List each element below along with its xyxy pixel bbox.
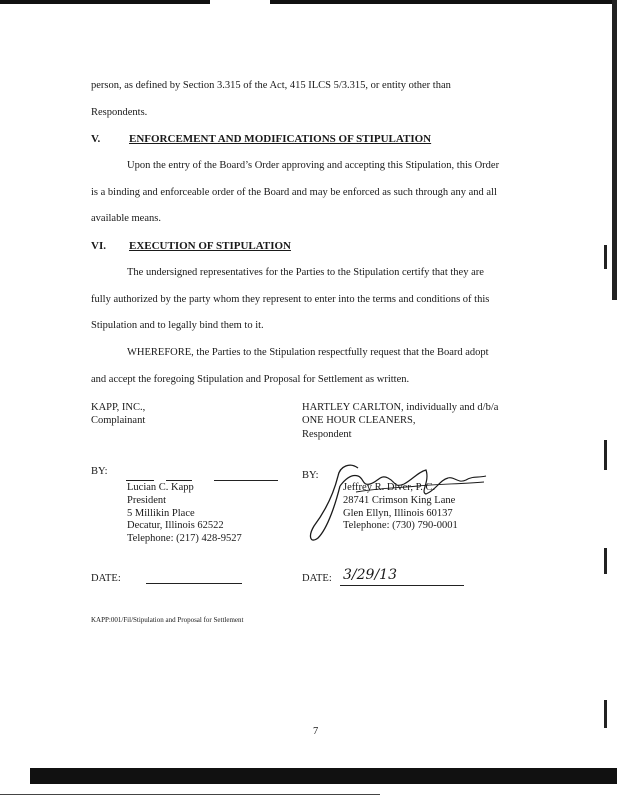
complainant-role: Complainant — [91, 415, 146, 426]
complainant-address-line: 5 Millikin Place — [127, 508, 195, 519]
file-reference: KAPP:001/Fil/Stipulation and Proposal for Settlement — [91, 616, 244, 624]
section-title: ENFORCEMENT AND MODIFICATIONS OF STIPULATION — [129, 133, 432, 145]
paragraph-line: and accept the foregoing Stipulation and Proposal for Settlement as written. — [91, 374, 410, 385]
paragraph-line: Respondents. — [91, 107, 148, 118]
respondent-address-line: Glen Ellyn, Illinois 60137 — [343, 508, 453, 519]
respondent-name: ONE HOUR CLEANERS, — [302, 415, 416, 426]
paragraph-line: Stipulation and to legally bind them to it. — [91, 320, 264, 331]
scan-mark — [604, 548, 607, 574]
scan-border-bottom — [30, 768, 617, 784]
paragraph-line: available means. — [91, 213, 161, 224]
signature-line — [214, 480, 278, 481]
respondent-signer-name: Jeffrey R. Diver, P. C. — [343, 482, 436, 493]
scan-border-right — [612, 0, 617, 300]
date-line — [340, 585, 464, 586]
section-number: VI. — [91, 240, 106, 252]
section-v-heading — [91, 133, 431, 145]
page-number: 7 — [313, 726, 319, 737]
paragraph-line: Upon the entry of the Board’s Order approving and accepting this Stipulation, this Order — [127, 160, 500, 171]
respondent-date-value: 3/29/13 — [343, 567, 397, 583]
scan-mark — [604, 700, 607, 728]
paragraph-line: person, as defined by Section 3.315 of the Act, 415 ILCS 5/3.315, or entity other than — [91, 80, 451, 91]
signature-line — [126, 480, 154, 481]
complainant-address-line: Decatur, Illinois 62522 — [127, 520, 224, 531]
respondent-address-line: 28741 Crimson King Lane — [343, 495, 456, 506]
complainant-by-label: BY: — [91, 466, 108, 477]
scan-border-gap — [210, 0, 270, 4]
complainant-signer-name: Lucian C. Kapp — [127, 482, 194, 493]
scan-mark — [604, 440, 607, 470]
respondent-date-label: DATE: — [302, 573, 332, 584]
complainant-telephone: Telephone: (217) 428-9527 — [127, 533, 242, 544]
respondent-telephone: Telephone: (730) 790-0001 — [343, 520, 458, 531]
respondent-role: Respondent — [302, 429, 352, 440]
scan-mark — [604, 245, 607, 269]
section-number: V. — [91, 133, 101, 145]
section-vi-heading — [91, 240, 291, 252]
paragraph-line: WHEREFORE, the Parties to the Stipulation respectfully request that the Board adopt — [127, 347, 489, 358]
respondent-by-label: BY: — [302, 470, 319, 481]
complainant-signer-title: President — [127, 495, 167, 506]
paragraph-line: is a binding and enforceable order of the Board and may be enforced as such through any and all — [91, 187, 497, 198]
date-line — [146, 583, 242, 584]
scan-border-top — [0, 0, 617, 4]
paragraph-line: The undersigned representatives for the Parties to the Stipulation certify that they are — [127, 267, 484, 278]
section-title: EXECUTION OF STIPULATION — [129, 240, 291, 252]
complainant-name: KAPP, INC., — [91, 402, 146, 413]
complainant-date-label: DATE: — [91, 573, 121, 584]
paragraph-line: fully authorized by the party whom they represent to enter into the terms and conditions of this — [91, 294, 490, 305]
scan-border-bottom-line — [0, 794, 380, 795]
respondent-name: HARTLEY CARLTON, individually and d/b/a — [302, 402, 499, 413]
signature-line — [166, 480, 192, 481]
